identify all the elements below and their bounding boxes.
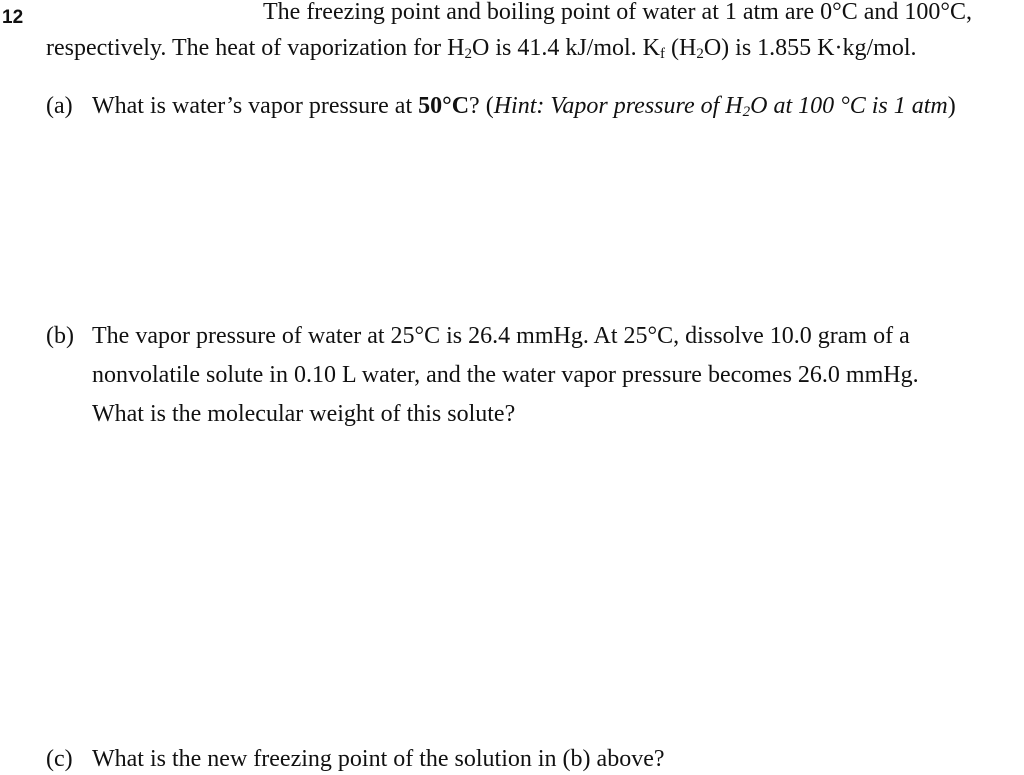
part-b-line-3: What is the molecular weight of this solute? (92, 401, 516, 427)
hint-text-end: O at 100 °C is 1 atm (750, 93, 948, 119)
part-c-label: (c) (46, 746, 73, 772)
intro-line-2 (46, 36, 917, 60)
question-number: 12 (2, 7, 24, 28)
part-a-question (46, 94, 956, 118)
subscript-2b: 2 (696, 46, 704, 62)
part-b-label: (b) (46, 323, 74, 349)
part-a-text-mid: ? ( (469, 93, 494, 119)
subscript-f: f (660, 46, 666, 62)
part-a-text-end: ) (947, 93, 956, 119)
part-b-line-2: nonvolatile solute in 0.10 L water, and the water vapor pressure becomes 26.0 mmHg. (92, 362, 919, 388)
subscript-2: 2 (464, 46, 472, 62)
hint-text: Vapor pressure of H (544, 93, 743, 119)
part-b-line-1 (46, 324, 910, 348)
intro-text-d: O) is 1.855 K·kg/mol. (703, 35, 917, 61)
part-a-text: What is water’s vapor pressure at (92, 93, 419, 119)
part-a-label: (a) (46, 93, 73, 119)
hint-subscript-2: 2 (742, 104, 751, 120)
intro-text-b: O is 41.4 kJ/mol. K (472, 35, 661, 61)
part-a-temperature: 50°C (418, 93, 470, 119)
intro-text-c: (H (665, 35, 697, 61)
part-c-question (46, 747, 665, 771)
part-b-text-1: The vapor pressure of water at 25°C is 26.4 mmHg. At 25°C, dissolve 10.0 gram of a (92, 323, 910, 349)
part-c-text: What is the new freezing point of the solution in (b) above? (92, 746, 665, 772)
intro-text-a: respectively. The heat of vaporization for H (46, 35, 465, 61)
intro-line-1: The freezing point and boiling point of water at 1 atm are 0°C and 100°C, (263, 0, 973, 25)
hint-label: Hint: (493, 93, 545, 119)
